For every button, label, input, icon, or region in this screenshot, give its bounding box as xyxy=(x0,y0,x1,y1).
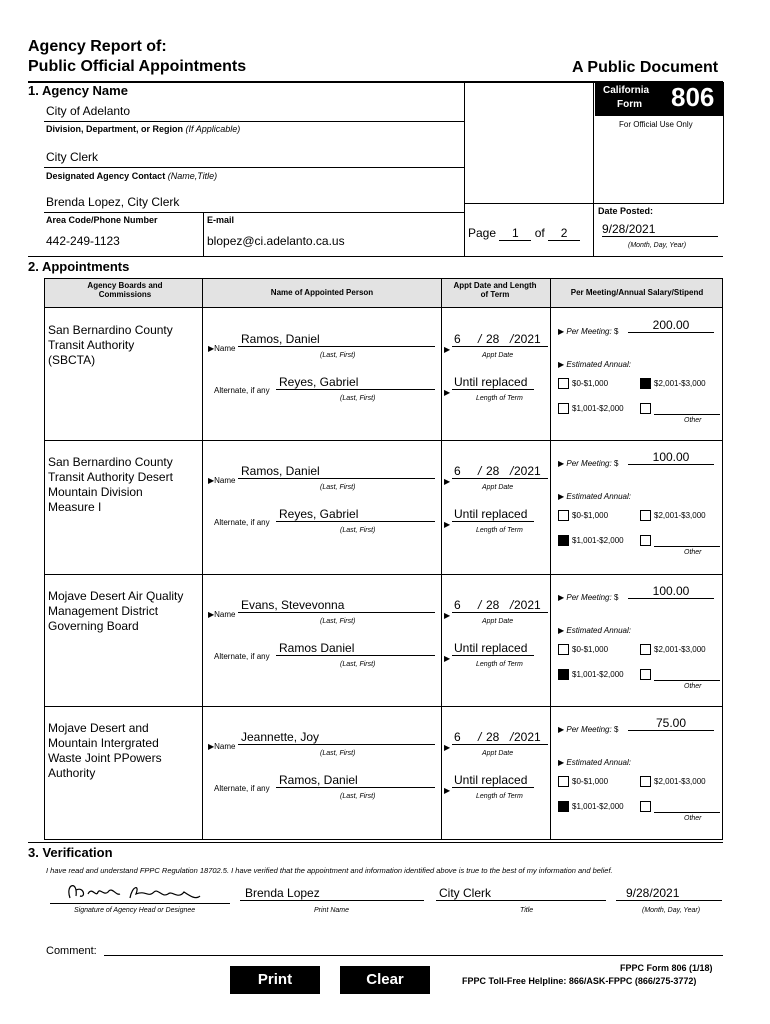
board-name: San Bernardino County Transit Authority (SBCTA) xyxy=(48,323,173,367)
print-name-field[interactable]: Brenda Lopez xyxy=(240,886,424,901)
form-reference: FPPC Form 806 (1/18) xyxy=(620,963,713,973)
section2-title: 2. Appointments xyxy=(28,259,130,274)
other-field[interactable] xyxy=(654,680,720,681)
appointee-name-field[interactable]: Ramos, Daniel xyxy=(238,332,435,347)
board-name: Mojave Desert and Mountain Intergrated Waste Joint PPowers Authority xyxy=(48,721,162,780)
checkbox-icon xyxy=(558,644,569,655)
salary-option-o3[interactable]: $1,001-$2,000 xyxy=(558,403,624,415)
per-meeting-field[interactable]: 200.00 xyxy=(628,318,714,333)
other-checkbox[interactable] xyxy=(640,535,651,546)
appointee-name-field[interactable]: Ramos, Daniel xyxy=(238,464,435,479)
salary-option-o1[interactable]: $0-$1,000 xyxy=(558,510,608,522)
form-badge: California Form 806 xyxy=(595,82,723,116)
col-appt: Appt Date and Length of Term xyxy=(453,281,537,299)
salary-option-o1[interactable]: $0-$1,000 xyxy=(558,378,608,390)
col-boards: Agency Boards and Commissions xyxy=(87,281,163,299)
checkbox-icon xyxy=(558,403,569,414)
alternate-name-field[interactable]: Ramos Daniel xyxy=(276,641,435,656)
title-line2: Public Official Appointments xyxy=(28,58,247,75)
appointee-name-field[interactable]: Jeannette, Joy xyxy=(238,730,435,745)
salary-option-o2[interactable]: $2,001-$3,000 xyxy=(640,510,706,522)
alternate-name-field[interactable]: Ramos, Daniel xyxy=(276,773,435,788)
checkbox-icon xyxy=(558,510,569,521)
signature-icon xyxy=(50,876,230,904)
appt-date-field[interactable]: 6 / 28 / 2021 xyxy=(452,730,548,745)
form-number: 806 xyxy=(671,82,715,112)
salary-option-o3[interactable]: $1,001-$2,000 xyxy=(558,535,624,547)
salary-option-o1[interactable]: $0-$1,000 xyxy=(558,776,608,788)
title-field[interactable]: City Clerk xyxy=(436,886,606,901)
date-posted-label: Date Posted: xyxy=(598,206,654,216)
section1-title: 1. Agency Name xyxy=(28,83,128,98)
division-label: Division, Department, or Region (If Applicable) xyxy=(46,124,241,134)
salary-option-o1[interactable]: $0-$1,000 xyxy=(558,644,608,656)
per-meeting-field[interactable]: 75.00 xyxy=(628,716,714,731)
other-checkbox[interactable] xyxy=(640,669,651,680)
contact-label: Designated Agency Contact (Name,Title) xyxy=(46,171,218,181)
salary-option-o2[interactable]: $2,001-$3,000 xyxy=(640,776,706,788)
col-stipend: Per Meeting/Annual Salary/Stipend xyxy=(570,288,704,297)
term-length-field[interactable]: Until replaced xyxy=(452,375,534,390)
checkbox-icon xyxy=(640,510,651,521)
helpline: FPPC Toll-Free Helpline: 866/ASK-FPPC (866/275-3772) xyxy=(462,976,697,986)
signature-field[interactable] xyxy=(50,876,230,904)
board-name: San Bernardino County Transit Authority Desert Mountain Division Measure I xyxy=(48,455,173,514)
appt-date-field[interactable]: 6 / 28 / 2021 xyxy=(452,598,548,613)
appointee-name-field[interactable]: Evans, Stevevonna xyxy=(238,598,435,613)
appt-date-field[interactable]: 6 / 28 / 2021 xyxy=(452,332,548,347)
section3-title: 3. Verification xyxy=(28,845,113,860)
checkbox-icon xyxy=(640,776,651,787)
agency-name-field[interactable]: City of Adelanto xyxy=(46,104,131,118)
page-indicator: Page 1 of 2 xyxy=(468,226,580,241)
public-document-label: A Public Document xyxy=(572,59,719,76)
alternate-name-field[interactable]: Reyes, Gabriel xyxy=(276,375,435,390)
term-length-field[interactable]: Until replaced xyxy=(452,507,534,522)
checkbox-icon xyxy=(558,776,569,787)
verification-date-field[interactable]: 9/28/2021 xyxy=(616,886,722,901)
checkbox-icon xyxy=(558,378,569,389)
clear-button[interactable]: Clear xyxy=(340,966,430,994)
per-meeting-field[interactable]: 100.00 xyxy=(628,584,714,599)
salary-option-o2[interactable]: $2,001-$3,000 xyxy=(640,644,706,656)
date-posted-field[interactable]: 9/28/2021 xyxy=(602,222,718,237)
email-field[interactable]: blopez@ci.adelanto.ca.us xyxy=(207,234,345,248)
verification-statement: I have read and understand FPPC Regulation 18702.5. I have verified that the appointment and information identified above is true to the best of my information and belief. xyxy=(46,866,613,875)
board-name: Mojave Desert Air Quality Management District Governing Board xyxy=(48,589,184,633)
print-button[interactable]: Print xyxy=(230,966,320,994)
title-line1: Agency Report of: xyxy=(28,38,167,55)
checkbox-icon xyxy=(558,535,569,546)
other-checkbox[interactable] xyxy=(640,403,651,414)
contact-field[interactable]: Brenda Lopez, City Clerk xyxy=(46,195,180,209)
email-label: E-mail xyxy=(207,215,235,225)
col-person: Name of Appointed Person xyxy=(270,288,374,297)
checkbox-icon xyxy=(558,669,569,680)
per-meeting-field[interactable]: 100.00 xyxy=(628,450,714,465)
term-length-field[interactable]: Until replaced xyxy=(452,641,534,656)
appt-date-field[interactable]: 6 / 28 / 2021 xyxy=(452,464,548,479)
salary-option-o3[interactable]: $1,001-$2,000 xyxy=(558,801,624,813)
salary-option-o2[interactable]: $2,001-$3,000 xyxy=(640,378,706,390)
checkbox-icon xyxy=(558,801,569,812)
division-field[interactable]: City Clerk xyxy=(46,150,99,164)
alternate-name-field[interactable]: Reyes, Gabriel xyxy=(276,507,435,522)
salary-option-o3[interactable]: $1,001-$2,000 xyxy=(558,669,624,681)
other-checkbox[interactable] xyxy=(640,801,651,812)
other-field[interactable] xyxy=(654,812,720,813)
other-field[interactable] xyxy=(654,546,720,547)
comment-label: Comment: xyxy=(46,945,97,957)
comment-field[interactable] xyxy=(104,955,723,956)
checkbox-icon xyxy=(640,378,651,389)
official-use-label: For Official Use Only xyxy=(619,120,693,129)
phone-field[interactable]: 442-249-1123 xyxy=(46,234,120,248)
checkbox-icon xyxy=(640,644,651,655)
phone-label: Area Code/Phone Number xyxy=(46,215,158,225)
term-length-field[interactable]: Until replaced xyxy=(452,773,534,788)
other-field[interactable] xyxy=(654,414,720,415)
